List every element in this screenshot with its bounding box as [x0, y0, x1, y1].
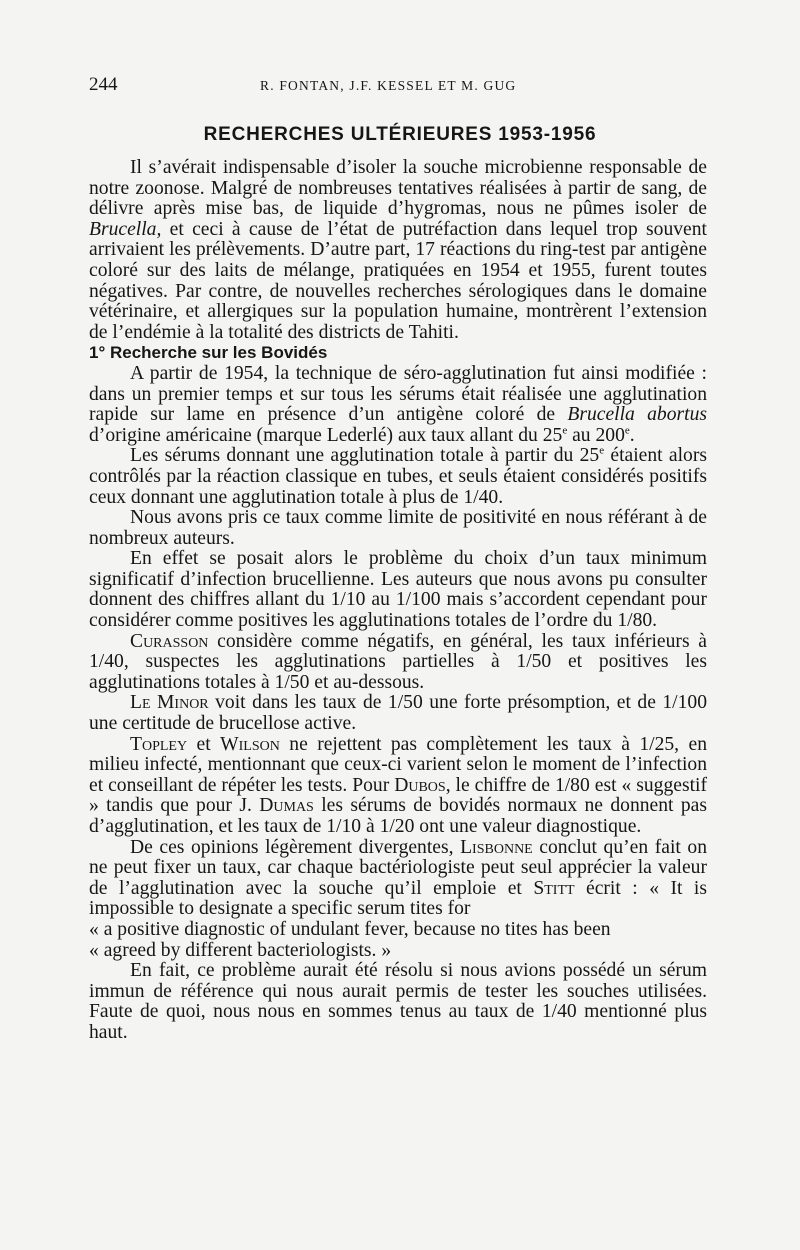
- subheading-bovides: 1° Recherche sur les Bovidés: [89, 343, 328, 363]
- paragraph-2: A partir de 1954, la technique de séro-agglutination fut ainsi modifiée : dans un premier temps et sur tous les sérums était réalisée une agglutination rapide sur lame en présence d’un antigène coloré de Brucella abortus d’origine américaine (marque Lederlé) aux taux allant du 25e au 200e.: [89, 362, 707, 446]
- section-title: RECHERCHES ULTÉRIEURES 1953-1956: [203, 124, 597, 145]
- paragraph-le-minor: Le Minor voit dans les taux de 1/50 une forte présomption, et de 1/100 une certitude de brucellose active.: [89, 692, 708, 735]
- header-authors: R. FONTAN, J.F. KESSEL ET M. GUG: [260, 78, 517, 93]
- paragraph-curasson: Curasson considère comme négatifs, en général, les taux inférieurs à 1/40, suspectes les agglutinations partielles à 1/50 et positives les agglutinations totales à 1/50 et au-dessous.: [89, 630, 707, 693]
- paragraph-1: Il s’avérait indispensable d’isoler la souche microbienne responsable de notre zoonose. Malgré de nombreuses tentatives réalisées à partir de sang, de délivre après mise bas, de liquide d’hygromas, nous ne pûmes isoler de Brucella, et ceci à cause de l’état de putréfaction dans lequel trop souvent arrivaient les prélèvements. D’autre part, 17 réactions du ring-test par antigène coloré sur des laits de mélange, pratiquées en 1954 et 1955, furent toutes négatives. Par contre, de nouvelles recherches sérologiques dans le domaine vétérinaire, et allergiques sur la population humaine, montrèrent l’extension de l’endémie à la totalité des districts de Tahiti.: [89, 157, 707, 343]
- quote-line-2: « agreed by different bacteriologists. »: [89, 939, 392, 961]
- paragraph-3: Les sérums donnant une agglutination totale à partir du 25e étaient alors contrôlés par la réaction classique en tubes, et seuls étaient considérés positifs ceux donnant une agglutination totale à plus de 1/40.: [89, 444, 707, 508]
- paragraph-topley-wilson: Topley et Wilson ne rejettent pas complètement les taux à 1/25, en milieu infecté, mentionnant que ceux-ci varient selon le moment de l’infection et conseillant de répéter les tests. Pour Dubos, le chiffre de 1/80 est « suggestif » tandis que pour J. Dumas les sérums de bovidés normaux ne donnent pas d’agglutination, et les taux de 1/10 à 1/20 ont une valeur diagnostique.: [89, 733, 707, 837]
- quote-line-1: « a positive diagnostic of undulant fever, because no tites has been: [89, 918, 611, 940]
- paragraph-10: En fait, ce problème aurait été résolu si nous avions possédé un sérum immun de référence qui nous aurait permis de tester les souches utilisées. Faute de quoi, nous nous en sommes tenus au taux de 1/40 mentionné plus haut.: [89, 960, 707, 1043]
- paragraph-lisbonne: De ces opinions légèrement divergentes, Lisbonne conclut qu’en fait on ne peut fixer un taux, car chaque bactériologiste peut seul apprécier la valeur de l’agglutination avec la souche qu’il emploie et Stitt écrit : « It is impossible to designate a specific serum tites for: [89, 836, 707, 920]
- body-text: [89, 158, 707, 1044]
- paragraph-5: En effet se posait alors le problème du choix d’un taux minimum significatif d’infection brucellienne. Les auteurs que nous avons pu consulter donnent des chiffres allant du 1/10 au 1/100 mais s’accordent cependant pour considérer comme positives les agglutinations totales de l’ordre du 1/80.: [89, 548, 707, 632]
- paragraph-4: Nous avons pris ce taux comme limite de positivité en nous référant à de nombreux auteurs.: [89, 507, 707, 549]
- page-number: 244: [89, 74, 118, 95]
